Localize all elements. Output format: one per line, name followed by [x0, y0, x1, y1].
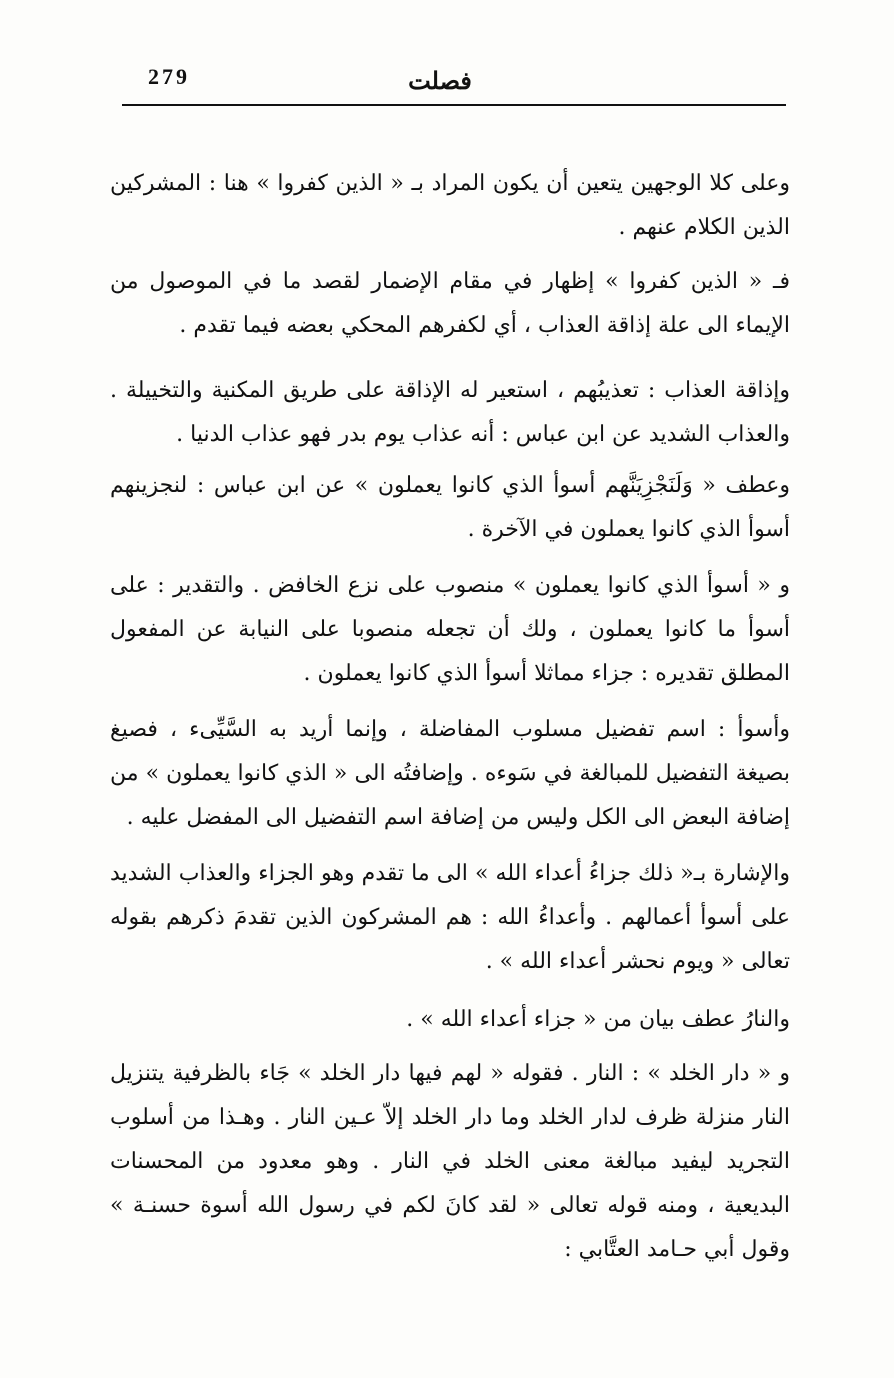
paragraph-7: والإشارة بـ« ذلك جزاءُ أعداء الله » الى ما تقدم وهو الجزاء والعذاب الشديد على أسوأ أعمالهم . وأعداءُ الله : هم المشركون الذين تقدمَ ذكرهم بقوله تعالى « ويوم نحشر أعداء الله » .	[110, 861, 790, 974]
paragraph-3: وإذاقة العذاب : تعذيبُهم ، استعير له الإذاقة على طريق المكنية والتخييلة . والعذاب الشديد عن ابن عباس : أنه عذاب يوم بدر فهو عذاب الدنيا .	[110, 378, 790, 447]
paragraph-9: و « دار الخلد » : النار . فقوله « لهم فيها دار الخلد » جَاء بالظرفية يتنزيل النار منزلة ظرف لدار الخلد وما دار الخلد إلاّ عـين النار . وهـذا من أسلوب التجريد ليفيد مبالغة معنى الخلد في النار . وهو معدود من المحسنات البديعية ، ومنه قوله تعالى « لقد كانَ لكم في رسول الله أسوة حسنـة » وقول أبي حـامد العتَّابي :	[110, 1061, 790, 1262]
paragraph-2: فـ « الذين كفروا » إظهار في مقام الإضمار لقصد ما في الموصول من الإيماء الى علة إذاقة العذاب ، أي لكفرهم المحكي بعضه فيما تقدم .	[110, 269, 790, 338]
paragraph-4: وعطف « وَلَنَجْزِيَنَّهم أسوأ الذي كانوا يعملون » عن ابن عباس : لنجزينهم أسوأ الذي كانوا يعملون في الآخرة .	[110, 473, 790, 542]
page-number: 279	[148, 64, 190, 89]
header-rule	[122, 104, 786, 106]
paragraph-5: و « أسوأ الذي كانوا يعملون » منصوب على نزع الخافض . والتقدير : على أسوأ ما كانوا يعملون ، ولك أن تجعله منصوبا على النيابة عن المفعول المطلق تقديره : جزاء مماثلا أسوأ الذي كانوا يعملون .	[110, 573, 790, 686]
paragraph-8: والنارُ عطف بيان من « جزاء أعداء الله » .	[406, 1007, 790, 1032]
paragraph-6: وأسوأ : اسم تفضيل مسلوب المفاضلة ، وإنما أريد به السَّيِّىء ، فصيغ بصيغة التفضيل للمبالغة في سَوءه . وإضافتُه الى « الذي كانوا يعملون » من إضافة البعض الى الكل وليس من إضافة اسم التفضيل الى المفضل عليه .	[110, 717, 790, 830]
running-title: فصلت	[408, 66, 472, 95]
paragraph-1: وعلى كلا الوجهين يتعين أن يكون المراد بـ « الذين كفروا » هنا : المشركين الذين الكلام عنهم .	[110, 171, 790, 240]
